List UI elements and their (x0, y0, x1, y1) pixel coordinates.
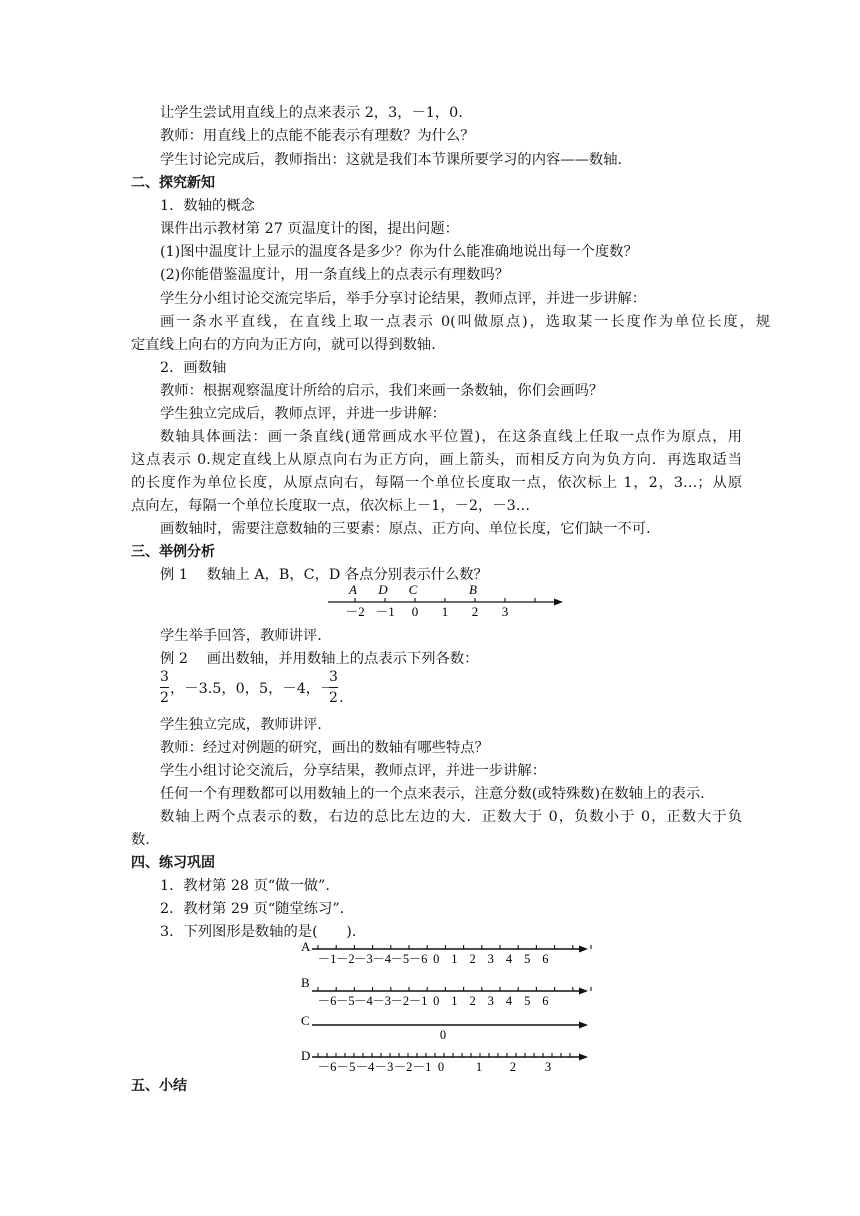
example-2-text: 例 2 画出数轴，并用数轴上的点表示下列各数： (160, 651, 479, 667)
tick-label: 0 (439, 1028, 447, 1042)
option-letter: C (301, 1013, 310, 1028)
tick-label: －4 (372, 952, 391, 966)
intro-line-1: 让学生尝试用直线上的点来表示 2，3，－1，0. (160, 105, 463, 121)
point-label: A (349, 582, 357, 597)
paragraph: 教师：经过对例题的研究，画出的数轴有哪些特点？ (160, 740, 489, 756)
subheading-draw-axis: 2．画数轴 (160, 360, 227, 376)
paragraph: 任何一个有理数都可以用数轴上的一个点来表示，注意分数(或特殊数)在数轴上的表示. (160, 786, 705, 802)
point-label: C (408, 582, 418, 597)
example-2-numbers (160, 668, 400, 712)
definition-line-2: 定直线上向右的方向为正方向，就可以得到数轴. (131, 337, 436, 353)
paragraph-line-2: 数. (131, 832, 150, 848)
tick-label: 0 (433, 994, 440, 1008)
tick-label: －2 (390, 994, 410, 1008)
tick-label: 0 (437, 1060, 445, 1074)
tick-label: 1 (475, 1060, 483, 1074)
tick-label: 6 (542, 952, 549, 966)
intro-line-2: 教师：用直线上的点能不能表示有理数？为什么？ (160, 128, 475, 144)
tick-label: 3 (487, 994, 494, 1008)
tick-label: 0 (433, 952, 440, 966)
section-3-heading: 三、举例分析 (131, 544, 215, 560)
exercise-3: 3．下列图形是数轴的是( ). (160, 924, 357, 940)
definition-line-1: 画一条水平直线，在直线上取一点表示 0(叫做原点)，选取某一长度作为单位长度，规 (160, 314, 770, 330)
drawing-method-line-2: 这点表示 0.规定直线上从原点向右为正方向，画上箭头，而相反方向为负方向．再选取适当 (131, 452, 742, 468)
tick-label: 2 (469, 952, 476, 966)
point-label: D (378, 582, 388, 597)
tick-label: －2 (393, 1060, 413, 1074)
fraction-numerator: 3 (329, 669, 338, 685)
paragraph-line-1: 数轴上两个点表示的数，右边的总比左边的大．正数大于 0，负数小于 0，正数大于负 (160, 809, 742, 825)
paragraph: 学生独立完成后，教师点评，并进一步讲解： (160, 406, 446, 422)
tick-label: －6 (317, 1060, 337, 1074)
tick-label: －3 (372, 994, 391, 1008)
intro-line-3: 学生讨论完成后，教师指出：这就是我们本节课所要学习的内容——数轴. (160, 152, 623, 168)
drawing-method-line-3: 的长度作为单位长度，从原点向右，每隔一个单位长度取一点，依次标上 1，2，3…；从原 (131, 475, 742, 491)
tick-label: 4 (505, 952, 513, 966)
option-letter: D (301, 1048, 311, 1063)
fraction-denominator: 2 (329, 690, 338, 706)
tick-label: －2 (335, 952, 355, 966)
tick-label: 2 (509, 1060, 517, 1074)
point-label: B (469, 582, 477, 597)
number-list: ，－3.5，0，5，－4，－ (170, 681, 335, 697)
tick-label: 0 (411, 604, 419, 619)
section-4-heading: 四、练习巩固 (131, 855, 215, 871)
option-d-number-line (301, 1048, 588, 1074)
paragraph: 课件出示教材第 27 页温度计的图，提出问题： (160, 221, 459, 237)
paragraph: 教师：根据观察温度计所给的启示，我们来画一条数轴，你们会画吗？ (160, 383, 604, 399)
option-c-line (301, 1013, 588, 1042)
fraction-three-halves (329, 668, 338, 707)
fraction-three-halves (160, 668, 169, 707)
tick-label: －5 (390, 952, 410, 966)
question-2: (2)你能借鉴温度计，用一条直线上的点表示有理数吗？ (160, 267, 510, 283)
example-1-text: 例 1 数轴上 A，B，C，D 各点分别表示什么数？ (160, 567, 488, 583)
period: . (339, 690, 344, 706)
tick-label: 5 (524, 994, 531, 1008)
tick-label: 5 (524, 952, 531, 966)
tick-label: 3 (501, 604, 509, 619)
fraction-denominator: 2 (160, 690, 169, 706)
tick-label: －4 (355, 1060, 375, 1074)
tick-label: 3 (487, 952, 494, 966)
paragraph: 学生举手回答，教师讲评. (160, 628, 322, 644)
tick-label: 1 (441, 604, 449, 619)
drawing-method-line-1: 数轴具体画法：画一条直线(通常画成水平位置)，在这条直线上任取一点作为原点，用 (160, 429, 742, 445)
exercise-2: 2．教材第 29 页“随堂练习”. (160, 901, 345, 917)
tick-label: 2 (471, 604, 479, 619)
tick-label: 2 (469, 994, 476, 1008)
tick-label: －5 (336, 1060, 356, 1074)
subheading-axis-concept: 1．数轴的概念 (160, 198, 255, 214)
paragraph: 学生小组讨论交流后，分享结果，教师点评，并进一步讲解： (160, 763, 547, 779)
tick-label: －1 (408, 994, 428, 1008)
tick-label: －2 (345, 604, 365, 619)
tick-label: －4 (354, 994, 373, 1008)
tick-label: －1 (412, 1060, 432, 1074)
paragraph: 学生独立完成，教师讲评. (160, 717, 322, 733)
example-1-number-line (325, 582, 570, 620)
tick-label: －3 (374, 1060, 394, 1074)
tick-label: 4 (505, 994, 513, 1008)
tick-label: －6 (317, 994, 337, 1008)
section-5-heading: 五、小结 (131, 1078, 187, 1094)
tick-label: 6 (542, 994, 549, 1008)
exercise-1: 1．教材第 28 页“做一做”. (160, 878, 330, 894)
question-1: (1)图中温度计上显示的温度各是多少？你为什么能准确地说出每一个度数？ (160, 244, 638, 260)
option-a-number-line (301, 939, 591, 966)
section-2-heading: 二、探究新知 (131, 175, 215, 191)
tick-label: －1 (375, 604, 395, 619)
exercise-3-options (298, 936, 594, 1076)
tick-label: －1 (317, 952, 337, 966)
option-letter: A (301, 939, 311, 954)
tick-label: －5 (335, 994, 355, 1008)
tick-label: 1 (451, 952, 458, 966)
tick-label: 3 (544, 1060, 552, 1074)
drawing-method-line-4: 点向左，每隔一个单位长度取一点，依次标上－1，－2，－3… (131, 498, 531, 514)
paragraph: 画数轴时，需要注意数轴的三要素：原点、正方向、单位长度，它们缺一不可. (160, 521, 651, 537)
tick-label: －3 (354, 952, 373, 966)
option-b-number-line (301, 975, 591, 1008)
fraction-numerator: 3 (160, 669, 169, 685)
tick-label: －6 (408, 952, 428, 966)
paragraph: 学生分小组讨论交流完毕后，举手分享讨论结果，教师点评，并进一步讲解： (160, 291, 647, 307)
option-letter: B (301, 975, 310, 990)
tick-label: 1 (451, 994, 458, 1008)
